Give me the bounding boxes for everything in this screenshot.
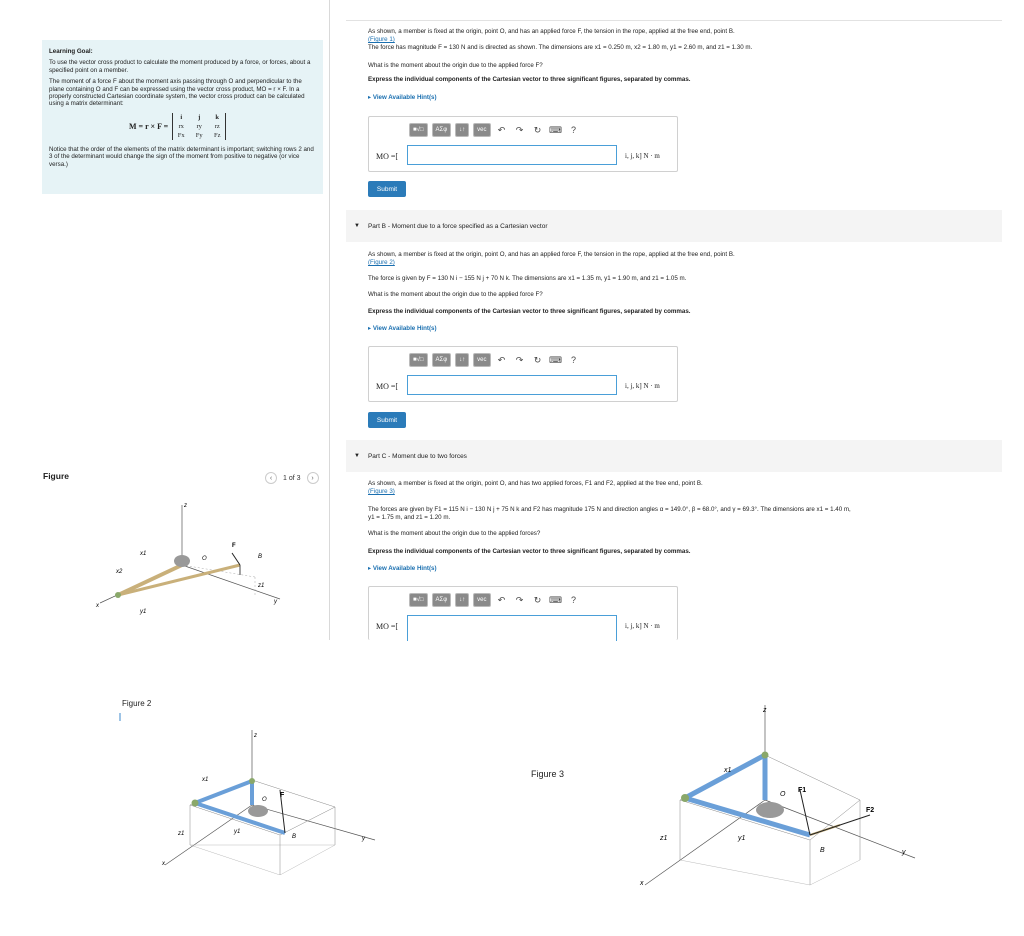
undo-icon[interactable]: ↶	[497, 594, 506, 605]
partC-figure-link[interactable]: (Figure 3)	[368, 488, 395, 495]
fig3-y: y	[902, 849, 906, 856]
partA-line1: As shown, a member is fixed at the origin, point O, and has an applied force F, the tension in the rope, applied at the free end, point B.	[368, 28, 735, 35]
mo-label: MO =[	[376, 622, 399, 631]
det-cell: rx	[178, 122, 184, 130]
math-toolbar	[409, 593, 581, 607]
partA-instruction: Express the individual components of the Cartesian vector to three significant figures, separated by commas.	[368, 76, 691, 83]
redo-icon[interactable]: ↷	[515, 354, 524, 365]
fig3-y1: y1	[738, 835, 746, 842]
fig3-F1: F1	[798, 787, 807, 794]
keyboard-icon[interactable]: ⌨	[549, 124, 562, 135]
fig1-y: y	[274, 599, 277, 605]
help-icon[interactable]: ?	[570, 595, 576, 605]
partC-line1: As shown, a member is fixed at the origin, point O, and has two applied forces, F1 and F2, applied at the free end, point B.	[368, 480, 703, 487]
help-icon[interactable]: ?	[570, 355, 576, 365]
fig1-x1: x1	[140, 551, 147, 557]
det-cell: Fx	[177, 131, 185, 139]
partA-answer-input[interactable]	[407, 145, 617, 165]
partB-line2: The force is given by F = 130 N i − 155 N j + 70 N k. The dimensions are x1 = 1.35 m, y1 = 1.90 m, and z1 = 1.05 m.	[368, 275, 687, 282]
keyboard-icon[interactable]: ⌨	[549, 594, 562, 605]
unit-label: i, j, k] N · m	[625, 382, 660, 390]
fig2-z1: z1	[178, 831, 185, 837]
fig2-x1: x1	[202, 777, 209, 783]
figure-2-marker	[119, 713, 121, 721]
partC-instruction: Express the individual components of the Cartesian vector to three significant figures, separated by commas.	[368, 548, 691, 555]
fig3-x1: x1	[724, 767, 732, 774]
det-cell: ry	[196, 122, 202, 130]
partB-question: What is the moment about the origin due to the applied force F?	[368, 291, 543, 298]
template-button[interactable]: ■√□	[409, 123, 428, 137]
greek-button[interactable]: ΑΣφ	[432, 123, 452, 137]
partC-question: What is the moment about the origin due to the applied forces?	[368, 530, 541, 537]
redo-icon[interactable]: ↷	[515, 124, 524, 135]
det-cell: i	[180, 113, 183, 121]
determinant	[129, 113, 316, 140]
fig1-z1: z1	[258, 583, 265, 589]
fig3-z: z	[763, 707, 767, 714]
mo-label: MO =[	[376, 152, 399, 161]
reset-icon[interactable]: ↻	[533, 124, 542, 135]
fig1-x: x	[96, 603, 99, 609]
fig1-y1: y1	[140, 609, 147, 615]
arrows-button[interactable]: ↓↑	[455, 123, 469, 137]
vec-button[interactable]: vec	[473, 593, 490, 607]
goal-text-1: To use the vector cross product to calculate the moment produced by a force, or forces, about a specified point on a member.	[49, 59, 311, 74]
det-matrix	[172, 113, 226, 140]
arrows-button[interactable]: ↓↑	[455, 593, 469, 607]
goal-title: Learning Goal:	[49, 48, 93, 55]
partA-hint-link[interactable]: ▸ View Available Hint(s)	[368, 94, 437, 101]
fig2-z: z	[254, 733, 257, 739]
partB-line1: As shown, a member is fixed at the origin, point O, and has an applied force F, the tension in the rope, applied at the free end, point B.	[368, 251, 735, 258]
fig2-F: F	[280, 792, 285, 799]
left-panel	[0, 0, 330, 640]
keyboard-icon[interactable]: ⌨	[549, 354, 562, 365]
vec-button[interactable]: vec	[473, 123, 490, 137]
fig3-B: B	[820, 847, 825, 854]
partB-figure-link[interactable]: (Figure 2)	[368, 259, 395, 266]
vec-button[interactable]: vec	[473, 353, 490, 367]
greek-button[interactable]: ΑΣφ	[432, 353, 452, 367]
pager-text: 1 of 3	[283, 474, 301, 482]
help-icon[interactable]: ?	[570, 125, 576, 135]
det-cell: Fy	[195, 131, 203, 139]
fig1-B: B	[258, 554, 263, 560]
undo-icon[interactable]: ↶	[497, 354, 506, 365]
figure-2	[150, 725, 380, 875]
fig1-z: z	[184, 503, 187, 509]
unit-label: i, j, k] N · m	[625, 152, 660, 160]
template-button[interactable]: ■√□	[409, 593, 428, 607]
unit-label: i, j, k] N · m	[625, 622, 660, 630]
fig2-O: O	[262, 797, 267, 803]
fig3-F2: F2	[866, 807, 875, 814]
fig3-x: x	[640, 880, 644, 887]
partC-answer-input[interactable]	[407, 615, 617, 641]
math-toolbar	[409, 353, 581, 367]
math-toolbar	[409, 123, 581, 137]
collapse-icon: ▼	[354, 453, 360, 459]
partC-header[interactable]	[346, 440, 1002, 472]
reset-icon[interactable]: ↻	[533, 354, 542, 365]
fig1-x2: x2	[116, 569, 123, 575]
det-cell: Fz	[213, 131, 221, 139]
goal-text-3: Notice that the order of the elements of the matrix determinant is important; switching rows 2 and 3 of the determinant would change the sign of the moment from positive to negative (or vice versa.)	[49, 145, 314, 168]
partB-hint-link[interactable]: ▸ View Available Hint(s)	[368, 325, 437, 332]
template-button[interactable]: ■√□	[409, 353, 428, 367]
det-cell: j	[198, 113, 201, 121]
det-cell: rz	[214, 122, 220, 130]
goal-text-2: The moment of a force F about the moment axis passing through O and perpendicular to the plane containing O and F can be expressed using the vector cross product, MO = r × F. In a properly constructed Cartesian coordinate system, the vector cross product can be calculated using a matrix determinant:	[49, 78, 305, 108]
fig2-x: x	[162, 861, 165, 867]
partB-answer-box	[368, 346, 678, 402]
fig1-F: F	[232, 543, 236, 549]
figure-3-caption: Figure 3	[531, 769, 565, 779]
divider	[346, 20, 1002, 21]
partB-title: Part B - Moment due to a force specified as a Cartesian vector	[367, 222, 548, 230]
next-figure-button[interactable]: ›	[307, 472, 319, 484]
undo-icon[interactable]: ↶	[497, 124, 506, 135]
partA-line2: The force has magnitude F = 130 N and is directed as shown. The dimensions are x1 = 0.250 m, x2 = 1.80 m, y1 = 2.60 m, and z1 = 1.30 m.	[368, 44, 753, 51]
prev-figure-button[interactable]: ‹	[265, 472, 277, 484]
partC-line3: y1 = 1.75 m, and z1 = 1.20 m.	[368, 514, 451, 521]
fig3-z1: z1	[660, 835, 668, 842]
fig2-y: y	[362, 836, 365, 842]
fig3-O: O	[780, 791, 786, 798]
partC-answer-box	[368, 586, 678, 640]
partA-submit-button[interactable]: Submit	[368, 181, 406, 197]
mo-label: MO =[	[376, 382, 399, 391]
partB-submit-button[interactable]: Submit	[368, 412, 406, 428]
reset-icon[interactable]: ↻	[533, 594, 542, 605]
figure-2-caption: Figure 2	[122, 699, 152, 708]
partA-question: What is the moment about the origin due to the applied force F?	[368, 62, 543, 69]
det-lhs: M = r × F =	[129, 121, 169, 131]
partB-header[interactable]	[346, 210, 1002, 242]
redo-icon[interactable]: ↷	[515, 594, 524, 605]
figure-1	[80, 495, 310, 625]
partC-title: Part C - Moment due to two forces	[367, 452, 467, 460]
partA-figure-link[interactable]: (Figure 1)	[368, 36, 395, 43]
partB-instruction: Express the individual components of the Cartesian vector to three significant figures, separated by commas.	[368, 308, 691, 315]
figure-3	[630, 700, 920, 890]
collapse-icon: ▼	[354, 223, 360, 229]
partA-answer-box	[368, 116, 678, 172]
fig1-O: O	[202, 556, 207, 562]
partB-answer-input[interactable]	[407, 375, 617, 395]
fig2-y1: y1	[234, 829, 241, 835]
figure-pager	[265, 472, 319, 484]
partC-line2: The forces are given by F1 = 115 N i − 130 N j + 75 N k and F2 has magnitude 175 N and direction angles α = 149.0°, β = 68.0°, and γ = 69.3°. The dimensions are x1 = 1.40 m,	[368, 506, 851, 513]
arrows-button[interactable]: ↓↑	[455, 353, 469, 367]
figure-label: Figure	[43, 471, 69, 481]
greek-button[interactable]: ΑΣφ	[432, 593, 452, 607]
det-cell: k	[215, 113, 220, 121]
partC-hint-link[interactable]: ▸ View Available Hint(s)	[368, 565, 437, 572]
fig2-B: B	[292, 834, 297, 840]
learning-goal	[42, 40, 323, 194]
